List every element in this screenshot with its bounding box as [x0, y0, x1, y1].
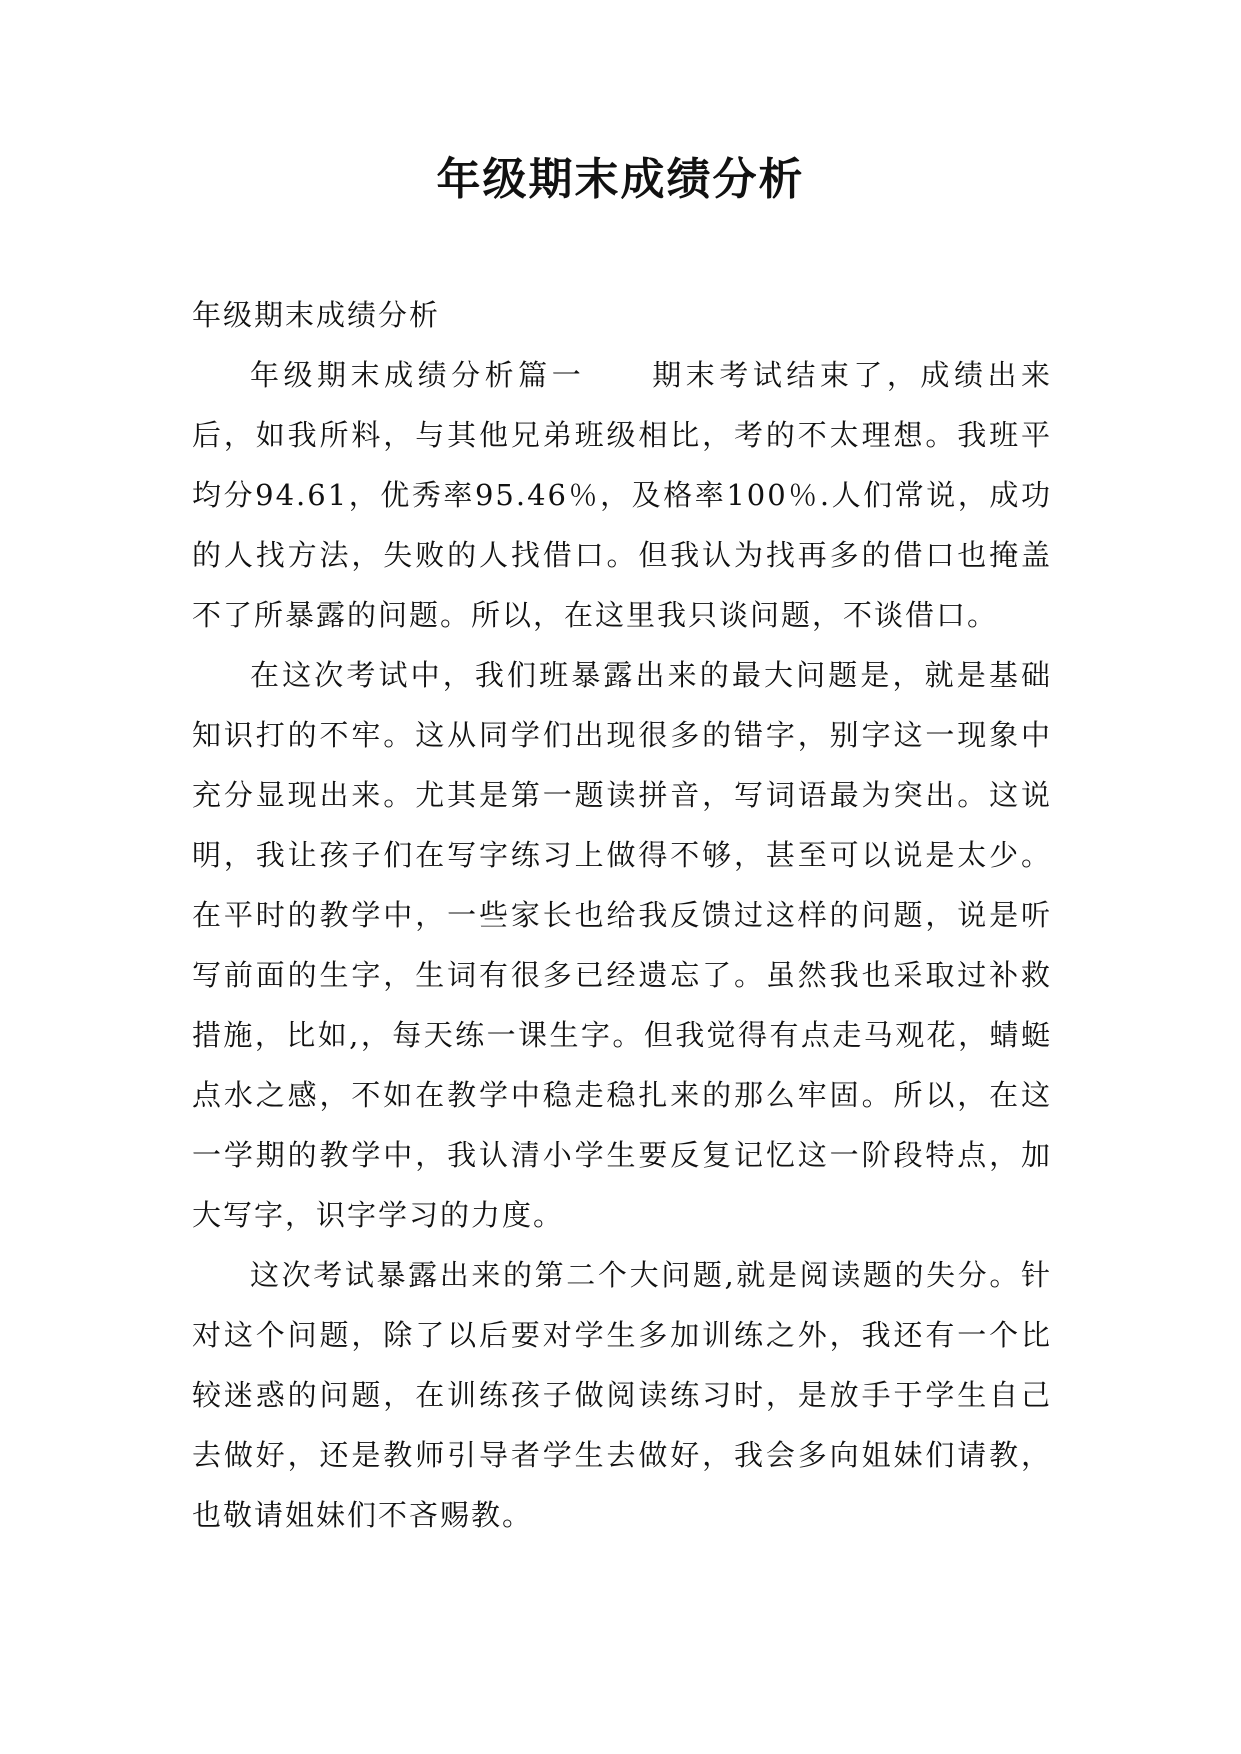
paragraph-2: 在这次考试中，我们班暴露出来的最大问题是，就是基础知识打的不牢。这从同学们出现很多的错字，别字这一现象中充分显现出来。尤其是第一题读拼音，写词语最为突出。这说明，我让孩子们在写字练习上做得不够，甚至可以说是太少。在平时的教学中，一些家长也给我反馈过这样的问题，说是听写前面的生字，生词有很多已经遗忘了。虽然我也采取过补救措施，比如,，每天练一课生字。但我觉得有点走马观花，蜻蜓点水之感，不如在教学中稳走稳扎来的那么牢固。所以，在这一学期的教学中，我认清小学生要反复记忆这一阶段特点，加大写字，识字学习的力度。	[192, 658, 1052, 1232]
document-subtitle: 年级期末成绩分析	[192, 298, 441, 332]
document-title: 年级期末成绩分析	[436, 154, 805, 205]
paragraph-1: 年级期末成绩分析篇一 期末考试结束了，成绩出来后，如我所料，与其他兄弟班级相比，考的不太理想。我班平均分94.61，优秀率95.46％，及格率100％.人们常说，成功的人找方法，失败的人找借口。但我认为找再多的借口也掩盖不了所暴露的问题。所以，在这里我只谈问题，不谈借口。	[192, 358, 1052, 632]
paragraph-3: 这次考试暴露出来的第二个大问题,就是阅读题的失分。针对这个问题，除了以后要对学生多加训练之外，我还有一个比较迷惑的问题，在训练孩子做阅读练习时，是放手于学生自己去做好，还是教师引导者学生去做好，我会多向姐妹们请教，也敬请姐妹们不吝赐教。	[192, 1258, 1052, 1532]
document-body	[192, 285, 1052, 1545]
